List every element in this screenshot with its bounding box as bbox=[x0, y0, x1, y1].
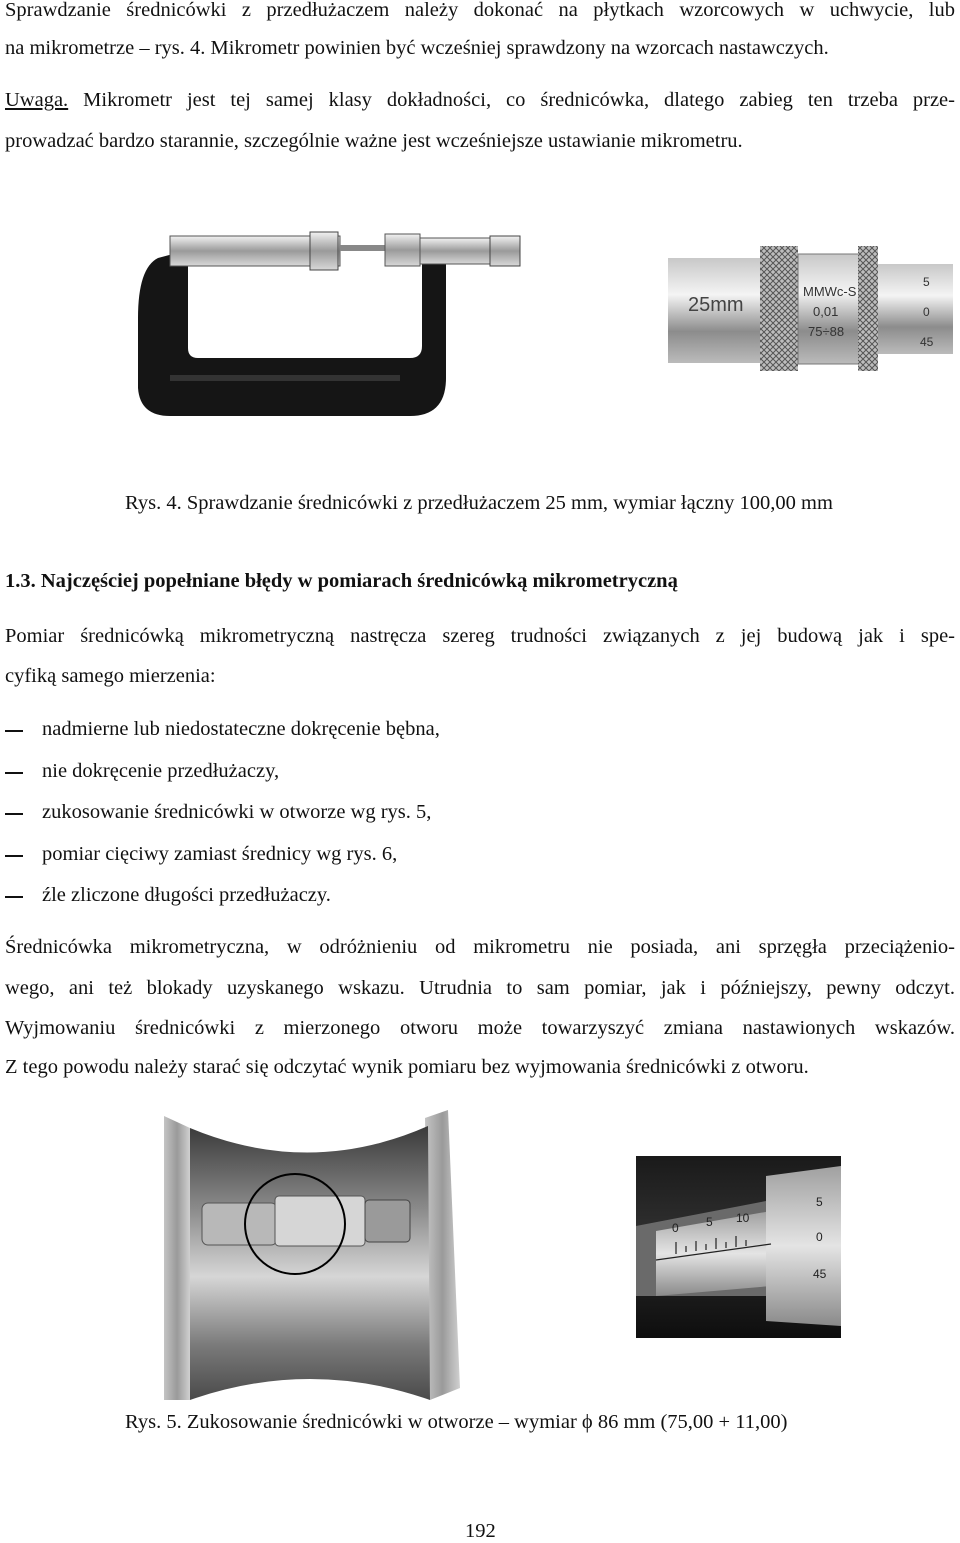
paragraph-line: Wyjmowaniu średnicówki z mierzonego otworu może towarzyszyć zmiana nastawionych wskazów. bbox=[5, 1017, 955, 1039]
scale-closeup-photo bbox=[636, 1156, 841, 1338]
note-label: Uwaga. bbox=[5, 89, 69, 111]
closeup-scale-label: 45 bbox=[920, 335, 934, 349]
sleeve-scale-label: 5 bbox=[706, 1215, 713, 1229]
list-item: zukosowanie średnicówki w otworze wg rys. 5, bbox=[42, 801, 432, 823]
thimble-scale-label: 45 bbox=[813, 1267, 827, 1281]
paragraph-line: wego, ani też blokady uzyskanego wskazu. Utrudnia to sam pomiar, jak i późniejszy, pewny odczyt. bbox=[5, 977, 955, 999]
list-item: nie dokręcenie przedłużaczy, bbox=[42, 760, 280, 782]
figure-caption: Rys. 4. Sprawdzanie średnicówki z przedłużaczem 25 mm, wymiar łączny 100,00 mm bbox=[125, 492, 833, 514]
thimble-scale-label: 0 bbox=[816, 1230, 823, 1244]
paragraph-line: Średnicówka mikrometryczna, w odróżnieniu od mikrometru nie posiada, ani sprzęgła przeciążenio- bbox=[5, 936, 955, 958]
closeup-resolution-label: 0,01 bbox=[813, 304, 839, 319]
list-dash bbox=[5, 772, 23, 774]
list-item: pomiar cięciwy zamiast średnicy wg rys. 6, bbox=[42, 843, 398, 865]
paragraph-line: na mikrometrze – rys. 4. Mikrometr powinien być wcześniej sprawdzony na wzorcach nastawczych. bbox=[5, 37, 829, 59]
note-text: Mikrometr jest tej samej klasy dokładności, co średnicówka, dlatego zabieg ten trzeba prze- bbox=[68, 89, 955, 111]
closeup-range-label: 75÷88 bbox=[808, 324, 845, 339]
section-heading: 1.3. Najczęściej popełniane błędy w pomiarach średnicówką mikrometryczną bbox=[5, 570, 678, 592]
closeup-size-label: 25mm bbox=[688, 294, 744, 316]
closeup-scale-label: 5 bbox=[923, 275, 930, 289]
paragraph-line: cyfiką samego mierzenia: bbox=[5, 665, 216, 687]
note-line: prowadzać bardzo starannie, szczególnie ważne jest wcześniejsze ustawianie mikrometru. bbox=[5, 130, 743, 152]
closeup-scale-label: 0 bbox=[923, 305, 930, 319]
list-dash bbox=[5, 855, 23, 857]
list-dash bbox=[5, 896, 23, 898]
micrometer-closeup-photo bbox=[668, 236, 953, 381]
closeup-brand-label: MMWc-S bbox=[803, 284, 857, 299]
list-item: źle zliczone długości przedłużaczy. bbox=[42, 884, 331, 906]
note-line bbox=[5, 90, 955, 111]
list-dash bbox=[5, 730, 23, 732]
paragraph-line: Z tego powodu należy starać się odczytać wynik pomiaru bez wyjmowania średnicówki z otworu. bbox=[5, 1056, 809, 1078]
gauge-in-bore-photo bbox=[160, 1108, 465, 1400]
micrometer-photo bbox=[130, 228, 525, 428]
thimble-scale-label: 5 bbox=[816, 1195, 823, 1209]
list-item: nadmierne lub niedostateczne dokręcenie bębna, bbox=[42, 718, 440, 740]
sleeve-scale-label: 10 bbox=[736, 1211, 750, 1225]
sleeve-scale-label: 0 bbox=[672, 1221, 679, 1235]
page-number: 192 bbox=[465, 1520, 496, 1542]
paragraph-line: Sprawdzanie średnicówki z przedłużaczem należy dokonać na płytkach wzorcowych w uchwycie, lub bbox=[5, 0, 955, 21]
list-dash bbox=[5, 813, 23, 815]
paragraph-line: Pomiar średnicówką mikrometryczną nastręcza szereg trudności związanych z jej budową jak i spe- bbox=[5, 625, 955, 647]
figure-caption: Rys. 5. Zukosowanie średnicówki w otworze – wymiar ϕ 86 mm (75,00 + 11,00) bbox=[125, 1411, 788, 1433]
